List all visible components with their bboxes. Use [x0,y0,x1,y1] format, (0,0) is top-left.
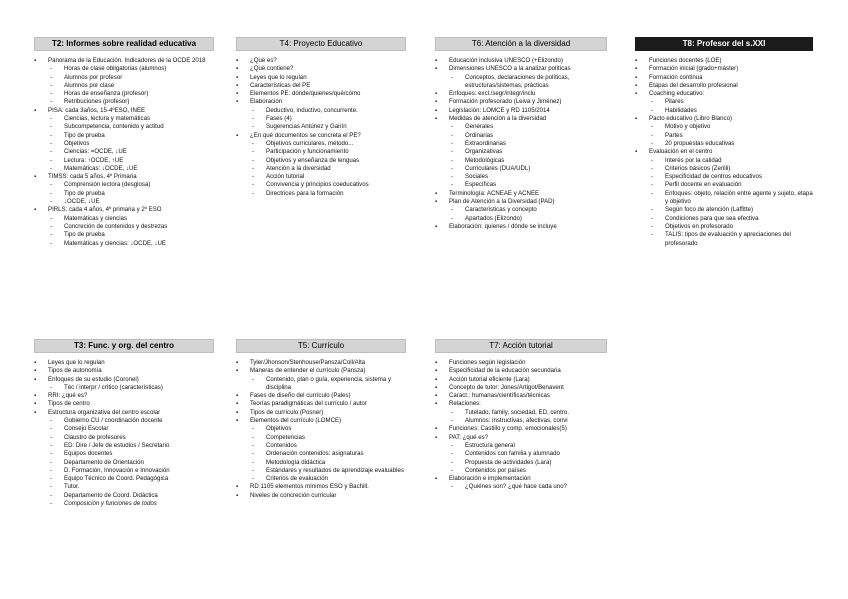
sub-list-item: - Fases (4) [236,115,406,123]
sub-list-item: - Gobierno CU / coordinación docente [34,417,214,425]
section-t2-list [34,57,214,248]
sub-list-item: - Horas de clase obligatorias (alumnos) [34,65,214,73]
sub-list-item: - ↓OCDE, ↓UE [34,198,214,206]
sub-list-item: - Tutelado, family, sociedad, ED, centro. [435,409,607,417]
sub-list-item: - Atención a la diversidad [236,165,406,173]
list-item: ▪ RRI: ¿qué es? [34,392,214,400]
list-item: ▪ ¿Qué contiene? [236,65,406,73]
sub-list-item: - Comprensión lectora (desglosa) [34,181,214,189]
list-item: ▪ Dimensiones UNESCO a la analizar políticas [435,65,607,73]
sub-list-item: - Objetivos [236,425,406,433]
sub-list-item: - Específicas [435,181,607,189]
list-item: ▪ Características del PE [236,82,406,90]
section-t5-title: T5: Currículo [236,339,406,353]
list-item: ▪ Estructura organizativa del centro escolar [34,409,214,417]
sub-list-item: - Estándares y resultados de aprendizaje evaluables [236,467,406,475]
sub-list-item: - Acción tutorial [236,173,406,181]
section-t7-list [435,359,607,492]
sub-list-item: - Motivo y objetivo [635,123,813,131]
sub-list-item: - Tipo de prueba [34,132,214,140]
list-item: ▪ Teorías paradigmáticas del currículo / autor [236,400,406,408]
sub-list-item: - Objetivos [34,140,214,148]
sub-list-item: - Subcompetencia, contenido y actitud [34,123,214,131]
sub-list-item: - Organizativas [435,148,607,156]
list-item: ▪ Terminología: ACNEAE y ACNEE [435,190,607,198]
sub-list-item: - Directrices para la formación [236,190,406,198]
sub-list-item: - Alumnos por clase [34,82,214,90]
sub-list-item: - TALIS: tipos de evaluación y apreciaciones del profesorado [635,231,813,248]
section-t7-title: T7: Acción tutorial [435,339,607,353]
list-item: ▪ PISA: cada 3años, 15-4ºESO, INEE [34,107,214,115]
list-item: ▪ Concepto de tutor: Jones/Artigot/Benavent [435,384,607,392]
sub-list-item: - Ordenación contenidos: asignaturas [236,450,406,458]
sub-list-item: - Sugerencias Antúnez y Gairín [236,123,406,131]
sub-list-item: - Curriculares (DUA/UDL) [435,165,607,173]
section-t4 [236,37,406,198]
list-item: ▪ TIMSS: cada 5 años, 4º Primaria [34,173,214,181]
sub-list-item: - Ciencias, lectura y matemáticas [34,115,214,123]
list-item: ▪ Elementos PE: dónde/quienes/qué/cómo [236,90,406,98]
sub-list-item: - Téc / interpr / crítico (características) [34,384,214,392]
sub-list-item: - Generales [435,123,607,131]
list-item: ▪ Tipos de centro [34,400,214,408]
list-item: ▪ Educación inclusiva UNESCO (+Elizondo) [435,57,607,65]
sub-list-item: - Retribuciones (profesor) [34,98,214,106]
list-item: ▪ Medidas de atención a la diversidad [435,115,607,123]
sub-list-item: - Apartados (Elizondo) [435,215,607,223]
list-item: ▪ Tipos de autonomía [34,367,214,375]
sub-list-item: - Matemáticas: ↓OCDE, ↓UE [34,165,214,173]
list-item: ▪ Funciones: Castillo y comp. emocionales(5) [435,425,607,433]
sub-list-item: - Competencias [236,434,406,442]
sub-list-item: - Horas de enseñanza (profesor) [34,90,214,98]
list-item: ▪ Tyler/Jhonson/Stenhouse/Pansza/Coll/Alta [236,359,406,367]
list-item: ▪ Enfoques de su estudio (Coronel) [34,376,214,384]
section-t8 [635,37,813,248]
sub-list-item: - Consejo Escolar [34,425,214,433]
list-item: ▪ Fases de diseño del currículo (Pales) [236,392,406,400]
sub-list-item: - Convivencia y principios coeducativos [236,181,406,189]
list-item: ▪ Acción tutorial eficiente (Lara) [435,376,607,384]
sub-list-item: - Alumnos por profesor [34,74,214,82]
list-item: ▪ Especificidad de la educación secundaria [435,367,607,375]
sub-list-item: - Perfil docente en evaluación [635,181,813,189]
list-item: ▪ Caract.: humanas/científicas/técnicas [435,392,607,400]
list-item: ▪ Maneras de entender el currículo (Pansza) [236,367,406,375]
sub-list-item: - ED: Dire / Jefe de estudios / Secretario [34,442,214,450]
sub-list-item: - Equipo Técnico de Coord. Pedagógica [34,475,214,483]
sub-list-item: - Estructura general [435,442,607,450]
list-item: ▪ Etapas del desarrollo profesional [635,82,813,90]
sub-list-item: - Objetivos en profesorado [635,223,813,231]
sub-list-item: - Objetivos curriculares, método... [236,140,406,148]
sub-list-item: - Tipo de prueba [34,190,214,198]
sub-list-item: - Enfoques: objeto, relación entre agente y sujeto, etapa y objetivo [635,190,813,207]
section-t8-title: T8: Profesor del s.XXI [635,37,813,51]
list-item: ▪ ¿En qué documentos se concreta el PE? [236,132,406,140]
section-t8-list [635,57,813,248]
list-item: ▪ Relaciones: [435,400,607,408]
sub-list-item: - Metodológicas [435,157,607,165]
section-t3 [34,339,214,508]
list-item: ▪ Evaluación en el centro [635,148,813,156]
sub-list-item: - Tipo de prueba [34,231,214,239]
sub-list-item: - Departamento de Coord. Didáctica [34,492,214,500]
sub-list-item: - Pilares [635,98,813,106]
sub-list-item: - Departamento de Orientación [34,459,214,467]
sub-list-item: - Metodología didáctica [236,459,406,467]
sub-list-item: - Habilidades [635,107,813,115]
sub-list-item: - Interés por la calidad [635,157,813,165]
sub-list-item: - Según foco de atención (Laffitte) [635,206,813,214]
sub-list-item: - Tutor. [34,483,214,491]
list-item: ▪ Elaboración: quienes / dónde se incluye [435,223,607,231]
list-item: ▪ Elaboración [236,98,406,106]
section-t4-list [236,57,406,198]
sub-list-item: - Criterios de evaluación [236,475,406,483]
sub-list-item: - Especificidad de centros educativos [635,173,813,181]
sub-list-item: - Equipos docentes [34,450,214,458]
section-t7 [435,339,607,492]
list-item: ▪ Enfoques: excl./segr/integr/inclu [435,90,607,98]
sub-list-item: - Alumnos: instructivas, afectivas, convi [435,417,607,425]
list-item: ▪ PAT: ¿qué es? [435,434,607,442]
sub-list-item: - Contenidos con familia y alumnado [435,450,607,458]
section-t2-title: T2: Informes sobre realidad educativa [34,37,214,51]
section-t2 [34,37,214,248]
section-t5-list [236,359,406,500]
list-item: ▪ Elementos del currículo (LOMCE) [236,417,406,425]
section-t5 [236,339,406,500]
sub-list-item: - Sociales [435,173,607,181]
sub-list-item: - Características y concepto [435,206,607,214]
list-item: ▪ Niveles de concreción curricular [236,492,406,500]
section-t6-title: T6: Atención a la diversidad [435,37,607,51]
sub-list-item: - Claustro de profesores [34,434,214,442]
list-item: ▪ Funciones según legislación [435,359,607,367]
sub-list-item: - Ordinarias [435,132,607,140]
section-t6 [435,37,607,231]
sub-list-item: - Objetivos y enseñanza de lenguas [236,157,406,165]
sub-list-item: - Criterios básicos (Zerilli) [635,165,813,173]
sub-list-item: - Condiciones para que sea efectiva [635,215,813,223]
sub-list-item: - Partes [635,132,813,140]
section-t3-title: T3: Func. y org. del centro [34,339,214,353]
sub-list-item: - Lectura: ↑OCDE, ↑UE [34,157,214,165]
list-item: ▪ Formación inicial (grado+máster) [635,65,813,73]
list-item: ▪ RD 1105 elementos mínimos ESO y Bachill. [236,483,406,491]
sub-list-item: - Contenido, plan o guía, experiencia, sistema y disciplina [236,376,406,393]
sub-list-item: - Contenidos [236,442,406,450]
sub-list-item: - Composición y funciones de todos [34,500,214,508]
sub-list-item: - Conceptos, declaraciones de políticas, estructuras/sistemas, prácticas [435,74,607,91]
section-t4-title: T4: Proyecto Educativo [236,37,406,51]
list-item: ▪ Elaboración e implementación [435,475,607,483]
list-item: ▪ Coaching educativo: [635,90,813,98]
list-item: ▪ Tipos de currículo (Posner) [236,409,406,417]
list-item: ▪ Pacto educativo (Libro Blanco) [635,115,813,123]
list-item: ▪ Panorama de la Educación. Indicadores de la OCDE 2018 [34,57,214,65]
sub-list-item: - Contenidos por países [435,467,607,475]
list-item: ▪ Funciones docentes (LOE) [635,57,813,65]
sub-list-item: - Concreción de contenidos y destrezas [34,223,214,231]
list-item: ▪ Leyes que lo regulan [236,74,406,82]
list-item: ▪ Plan de Atención a la Diversidad (PAD) [435,198,607,206]
sub-list-item: - Matemáticas y ciencias: ↓OCDE, ↓UE [34,240,214,248]
section-t6-list [435,57,607,231]
section-t3-list [34,359,214,508]
list-item: ▪ ¿Qué es? [236,57,406,65]
sub-list-item: - D. Formación, Innovación e Innovación [34,467,214,475]
sub-list-item: - Matemáticas y ciencias [34,215,214,223]
list-item: ▪ Legislación: LOMCE y RD 1105/2014 [435,107,607,115]
list-item: ▪ PIRLS: cada 4 años, 4º primaria y 2º ESO [34,206,214,214]
sub-list-item: - Extraordinarias [435,140,607,148]
sub-list-item: - Deductivo, inductivo, concurrente. [236,107,406,115]
list-item: ▪ Formación continua [635,74,813,82]
list-item: ▪ Leyes que lo regulan [34,359,214,367]
sub-list-item: - Ciencias: =OCDE, ↓UE [34,148,214,156]
list-item: ▪ Formación profesorado (Leiva y Jiménez) [435,98,607,106]
sub-list-item: - 20 propuestas educativas [635,140,813,148]
sub-list-item: - Participación y funcionamiento [236,148,406,156]
sub-list-item: - ¿Quiénes son? ¿qué hace cada uno? [435,483,607,491]
sub-list-item: - Propuesta de actividades (Lara) [435,459,607,467]
